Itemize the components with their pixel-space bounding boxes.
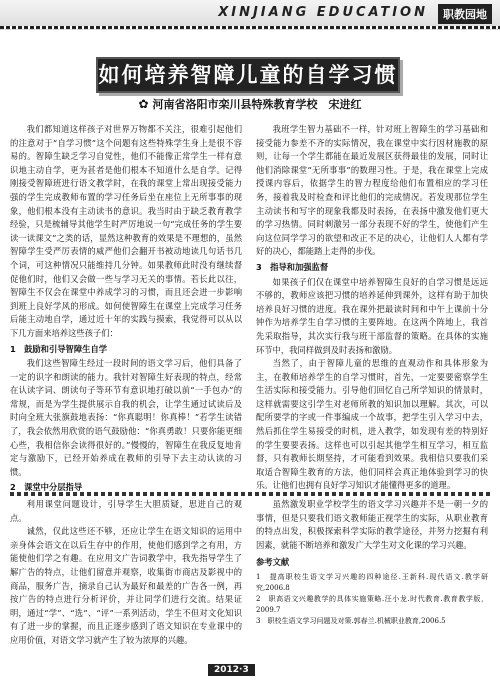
journal-name: XINJIANG EDUCATION [218, 5, 428, 20]
journal-header-bar [0, 0, 500, 30]
right-column-top [256, 123, 488, 493]
left-column-top [10, 123, 242, 496]
paragraph: 诚然，仅此这些还不够，还应让学生在语文知识的运用中亲身体会语文在以后生存中的作用，使他们感到学之有用，方能使他们学之有趣。在应用文广告词教学中，我先指导学生了解广告的特点，让他们留意并观察，收集街市商店及影视中的商品，服务广告，摘录自己认为最好和最差的广告各一例，再按广告的特点进行分析评价，并让同学们进行交流。结果证明，通过“学”、“选”、“评”一系列活动，学生不但对文化知识有了进一步的掌握，而且正逐步感到了语文知识在专业课中的应用价值，对语文学习就产生了较为浓厚的兴趣。 [10, 526, 242, 645]
reference-item: 3 职校生语文学习问题及对策.郭春兰.机械职业教育,2006.5 [256, 616, 446, 625]
article-title: 如何培养智障儿童的自学习惯 [98, 63, 398, 87]
article-title-box [96, 57, 400, 93]
paragraph: 利用课堂问题设计，引导学生大胆质疑，思进自己的观点。 [10, 499, 242, 523]
paragraph: 我们这些智障生经过一段时间的语文学习后，他们具备了一定的识字和朗读的能力。我针对智障生好表现的特点，经常在认读字词、朗读句子等环节有意识地打破以前“一手包办”的常规，而是为学生提供展示自我的机会，让学生通过试读后及时向全班大张旗鼓地表扬：“你真聪明！你真棒！”若学生读错了，我会依然用欣赏的语气鼓励他：“你真勇敢！只要你能更细心些，我相信你会读得很好的。”慢慢的，智障生在我反复地肯定与激励下，已经开始养成在教师的引导下去主动认读的习惯。 [10, 358, 242, 477]
references-heading: 参考文献 [256, 557, 290, 568]
column-badge: 职教园地 [438, 4, 492, 24]
gear-icon: ✿ [138, 97, 149, 111]
left-column-bottom [10, 498, 242, 648]
author-affiliation: 河南省洛阳市栾川县特殊教育学校 宋进红 [152, 98, 362, 111]
page-number: 2012·3 [208, 664, 255, 676]
reference-item: 2 职高语文兴趣教学的具体实施策略.汪小龙.时代教育.教育教学版，2009.7 [256, 594, 488, 614]
paragraph: 我们都知道这样孩子对世界万物都不关注，很难引起他们的注意对于“自学习惯”这个问题有这些特殊学生身上是很不容易的。智障生缺乏学习自觉性，他们不能像正常学生一样有意识地主动自学，更为甚者是他们根本不知道什么是自学。记得刚接受智障班进行语文教学时，在我的课堂上常出现接受能力强的学生完成教师布置的学习任务后坐在座位上无所事事的现象，他们根本没有主动读书的意识。我当时由于缺乏教育教学经验，只是梳辅导其他学生时严厉地说一句“完成任务的学生要读一读课文”之类的话，显然这种教育的效果是不理想的，虽然智障学生受严厉表情的威严他们会翻开书被动地读几句话书几个词，可这种情况只能维持几分钟。如果教师此时没有继续督促他们时，他们又会做一些与学习无关的事情。若长此以往，智障生不仅会在课堂中养成学习的习惯，而且还会进一步影响到班上良好学风的形成。如何使智障生在课堂上完成学习任务后能主动地自学，通过近十年的实践与摸索，我觉得可以从以下几方面来培养这些孩子们： [10, 124, 242, 338]
header-stripe [0, 26, 500, 29]
paragraph: 我班学生智力基础不一样，针对班上智障生的学习基础和接受能力参差不齐的实际情况，我在课堂中实行因材施教的原则，让每一个学生都能在最近发展区获得最佳的发展，同时让他们消除课堂“无所事事”的数理习性。于是，我在课堂上完成授课内容后，依据学生的智力程度给他们布置相应的学习任务，接着我及时检查和评比他们的完成情况。若发现那位学生主动读书和写字的现象我都及时表扬，在表扬中激发他们更大的学习热情。同时刺激另一部分表现不好的学生，使他们产生向这位同学学习的欲望和改正不足的决心，让他们人人都有学好的决心，都能踏上走得的步伐。 [256, 124, 488, 257]
paragraph: 如果孩子们仅在课堂中培养智障生良好的自学习惯是远远不够的，教师应该把习惯的培养延伸到课外，这样有助于加快培养良好习惯的进度。我在课外把最读时间和中午上课前十分钟作为培养学生自学习惯的主要阵地。在这两个阵地上，我首先采取指导，其次实行我与班干部监督的策略。在具体的实施环节中，我同样做到及时表扬和激励。 [256, 276, 488, 355]
paragraph: 虽然激发职业学校学生的语文学习兴趣并不是一朝一夕的事情，但是只要我们语文教师能正视学生的实际，从职业教育的特点出发，积极探索科学实际的教学途径，并努力挖掘有利因素，就能不断培养和激发广大学生对文化课的学习兴趣。 [256, 499, 488, 550]
section-heading: 3 指导和加强监督 [256, 261, 329, 272]
article-divider [10, 492, 490, 496]
section-heading: 2 课堂中分层指导 [10, 482, 83, 493]
paragraph: 当然了，由于智障儿童的思维的直观动作和具体形象为主，在教师培养学生的自学习惯时，首先，一定要要密察学生生活实际和接受能力。引导他们回忆自己所学知识的情景时，这样就需要这引学生对老师所教的知识加以理解。其次，可以配所要学的字或一件事编成一个故事，把学生引入学习中去，然后抓住学生易接受的时机，进入教学，如发现有差的特别好的学生要要表扬。这样也可以引起其他学生相互学习，相互监督，只有教师长期坚持，才可能看到效果。我相信只要我们采取适合智障生教育的方法，他们同样会真正地体验到学习的快乐。让他们也拥有良好学习知识才能懂得更多的道理。 [256, 358, 488, 491]
reference-item: 1 提高职校生语文学习兴趣的四种途径.王新科.现代语文.教学研究,2006.8 [256, 572, 488, 592]
right-column-bottom [256, 498, 488, 627]
section-heading: 1 鼓励和引导智障生自学 [10, 343, 108, 354]
byline [0, 96, 500, 112]
